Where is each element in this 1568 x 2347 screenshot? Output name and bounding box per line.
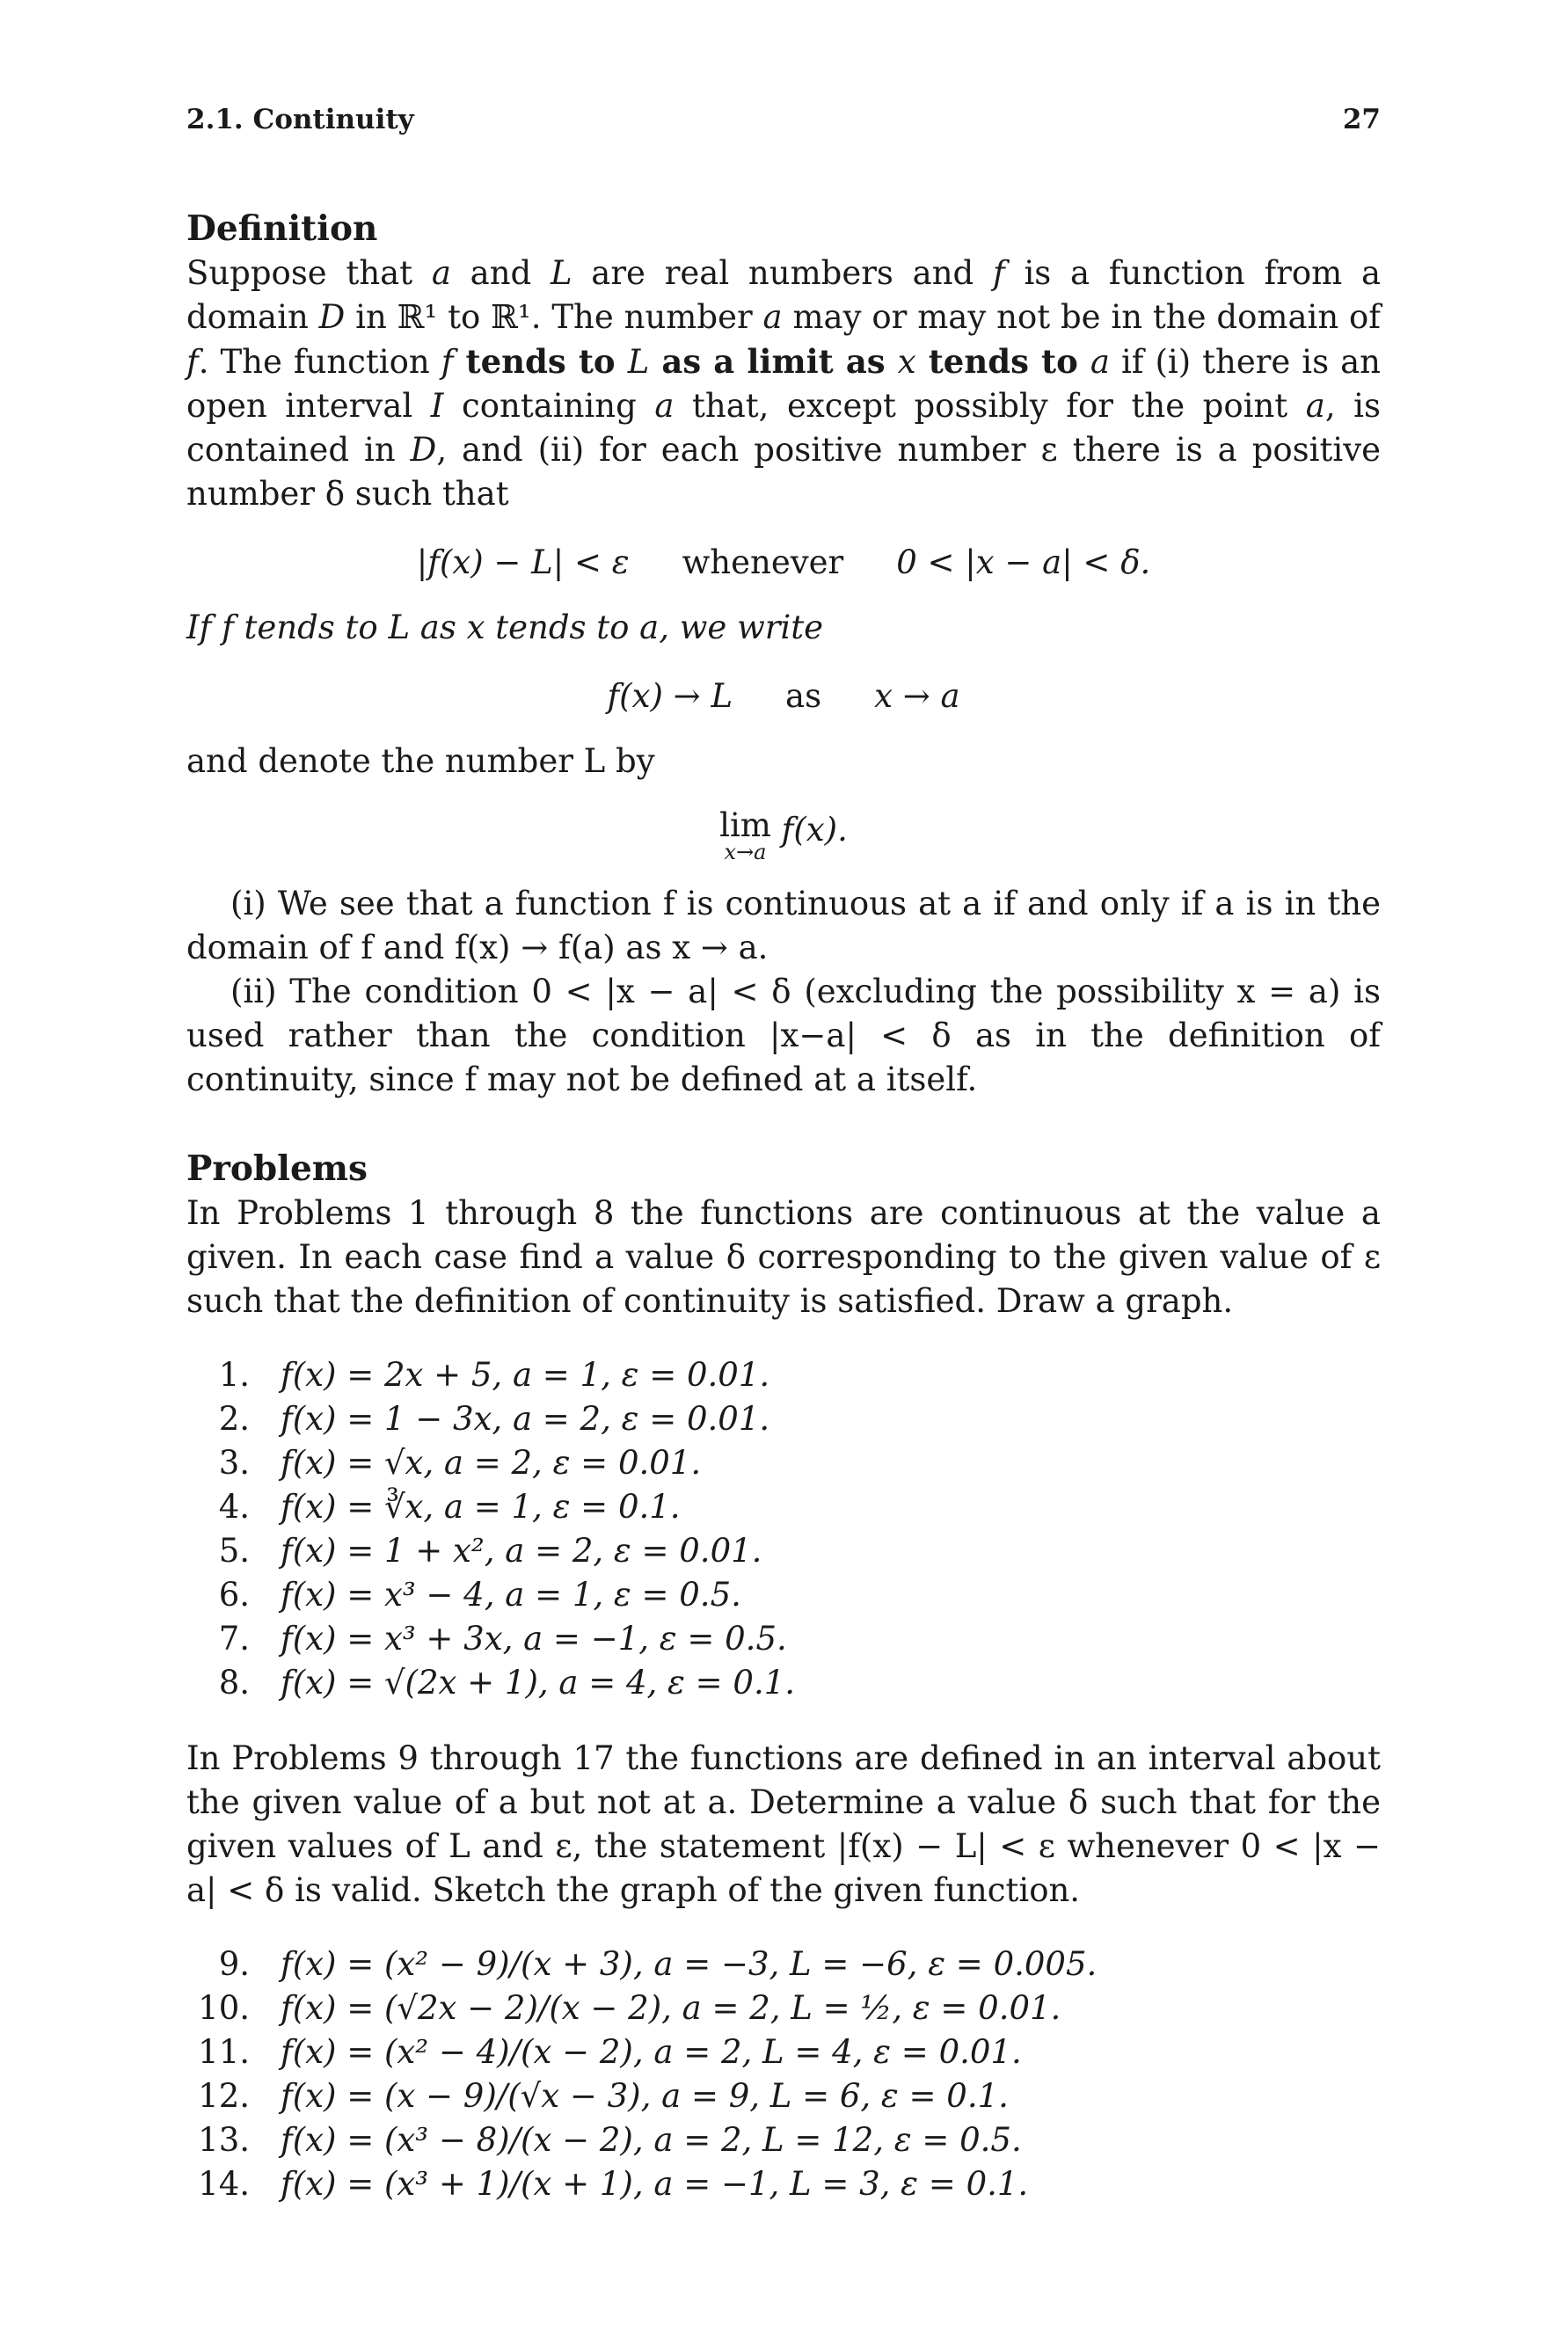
problem-text: f(x) = (x³ + 1)/(x + 1), a = −1, L = 3, ε = 0.1.: [281, 2165, 1029, 2203]
definition-heading: Definition: [186, 208, 378, 249]
problem-item: [186, 2162, 1381, 2206]
problem-number: 7.: [218, 1620, 250, 1658]
problem-item: [186, 1397, 1381, 1441]
problem-number: 2.: [218, 1400, 250, 1438]
problem-text: f(x) = (x² − 9)/(x + 3), a = −3, L = −6, ε = 0.005.: [281, 1945, 1098, 1983]
problem-text: f(x) = x³ − 4, a = 1, ε = 0.5.: [281, 1576, 741, 1614]
problems-heading: Problems: [186, 1148, 368, 1189]
problem-number: 10.: [198, 1989, 250, 2027]
problem-item: [186, 1573, 1381, 1617]
tends-to-display: f(x) → L as x → a: [607, 677, 960, 715]
problem-item: [186, 1441, 1381, 1485]
problem-number: 13.: [198, 2121, 250, 2159]
problem-item: [186, 2074, 1381, 2118]
problem-text: f(x) = (x² − 4)/(x − 2), a = 2, L = 4, ε = 0.01.: [281, 2033, 1022, 2071]
remark-i: (i) We see that a function f is continuous at a if and only if a is in the domain of f and f(x) → f(a) as x → a.: [186, 885, 1381, 966]
problem-item: [186, 2030, 1381, 2074]
problem-item: [186, 1353, 1381, 1397]
problem-item: [186, 1986, 1381, 2030]
problem-item: [186, 1529, 1381, 1573]
problem-text: f(x) = x³ + 3x, a = −1, ε = 0.5.: [281, 1620, 787, 1658]
problem-number: 9.: [218, 1945, 250, 1983]
problem-text: f(x) = √x, a = 2, ε = 0.01.: [281, 1444, 702, 1482]
problem-number: 5.: [218, 1532, 250, 1570]
problem-number: 8.: [218, 1664, 250, 1702]
problem-item: [186, 1942, 1381, 1986]
page-body: [186, 206, 1381, 2238]
problem-number: 3.: [218, 1444, 250, 1482]
problem-text: f(x) = ∛x, a = 1, ε = 0.1.: [281, 1488, 681, 1526]
limit-inequality-display: |f(x) − L| < ε whenever 0 < |x − a| < δ.: [416, 543, 1151, 581]
problems-intro-1: In Problems 1 through 8 the functions are continuous at the value a given. In each case find a value δ corresponding to the given value of ε such that the definition of continuity is satisfied. Draw a graph.: [186, 1194, 1381, 1320]
denote-intro: and denote the number L by: [186, 742, 655, 780]
problem-list-2: [186, 1942, 1381, 2206]
problem-item: [186, 2118, 1381, 2162]
problem-text: f(x) = √(2x + 1), a = 4, ε = 0.1.: [281, 1664, 796, 1702]
problem-text: f(x) = (x − 9)/(√x − 3), a = 9, L = 6, ε = 0.1.: [281, 2077, 1009, 2115]
problem-number: 11.: [198, 2033, 250, 2071]
page-number: 27: [1342, 104, 1381, 135]
section-title: 2.1. Continuity: [186, 104, 414, 135]
problem-number: 12.: [198, 2077, 250, 2115]
problem-number: 6.: [218, 1576, 250, 1614]
definition-paragraph: Suppose that a and L are real numbers and f is a function from a domain D in ℝ¹ to ℝ¹. The number a may or may not be in the domain of f. The function f tends to L as a limit as x tends to a if (i) there is an open interval I containing a that, except possibly for the point a, is contained in D, and (ii) for each positive number ε there is a positive number δ such that: [186, 254, 1382, 513]
problem-number: 14.: [198, 2165, 250, 2203]
problem-text: f(x) = 1 + x², a = 2, ε = 0.01.: [281, 1532, 762, 1570]
problem-text: f(x) = (√2x − 2)/(x − 2), a = 2, L = ½, ε = 0.01.: [281, 1989, 1061, 2027]
problem-number: 1.: [218, 1356, 250, 1394]
problem-list-1: [186, 1353, 1381, 1705]
write-intro: If f tends to L as x tends to a, we write: [186, 609, 824, 646]
problem-item: [186, 1661, 1381, 1705]
problem-number: 4.: [218, 1488, 250, 1526]
remark-ii: (ii) The condition 0 < |x − a| < δ (excluding the possibility x = a) is used rather than the condition |x−a| < δ as in the definition of continuity, since f may not be defined at a itself.: [186, 973, 1381, 1098]
limit-notation-display: lim x→a f(x).: [719, 806, 848, 864]
lim-operator: lim x→a: [719, 806, 771, 864]
problem-item: [186, 1485, 1381, 1529]
problems-intro-2: In Problems 9 through 17 the functions are defined in an interval about the given value of a but not at a. Determine a value δ such that for the given values of L and ε, the statement |f(x) − L| < ε whenever 0 < |x − a| < δ is valid. Sketch the graph of the given function.: [186, 1739, 1381, 1909]
problem-item: [186, 1617, 1381, 1661]
problem-text: f(x) = (x³ − 8)/(x − 2), a = 2, L = 12, ε = 0.5.: [281, 2121, 1022, 2159]
problem-text: f(x) = 2x + 5, a = 1, ε = 0.01.: [281, 1356, 770, 1394]
problem-text: f(x) = 1 − 3x, a = 2, ε = 0.01.: [281, 1400, 770, 1438]
